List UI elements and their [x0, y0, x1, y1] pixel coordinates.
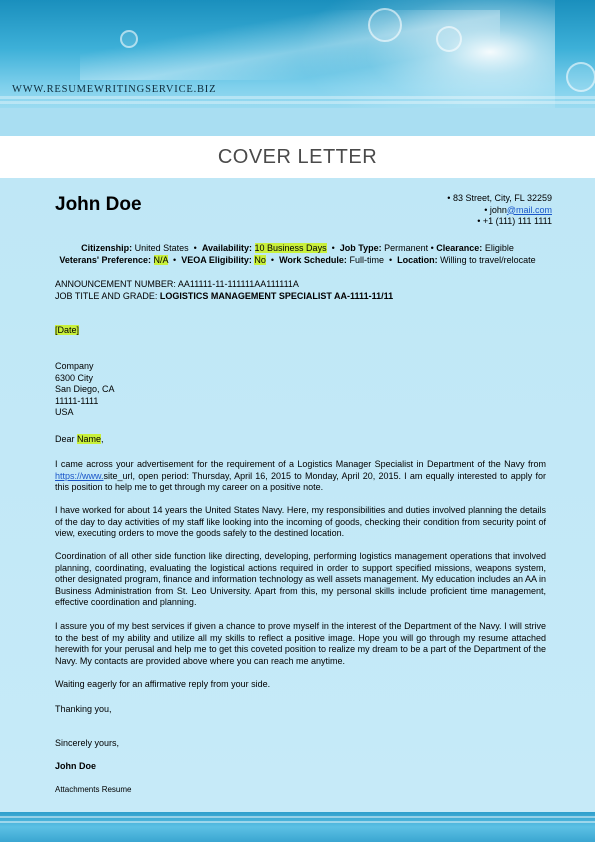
contact-email: • john@mail.com: [484, 204, 552, 215]
attachments-line: Attachments Resume: [55, 785, 132, 794]
signature-name: John Doe: [55, 761, 97, 771]
salutation: Dear Name,: [55, 434, 104, 444]
info-line-1: Citizenship: United States • Availability: 10 Business Days • Job Type: Permanent • Clearance: Eligible: [81, 243, 514, 253]
footer-stripe: [0, 821, 595, 823]
recipient-country: USA: [55, 407, 74, 418]
banner-bubble: [120, 30, 138, 48]
email-link[interactable]: @mail.com: [506, 204, 552, 215]
banner-stripe: [0, 96, 595, 99]
document-title: COVER LETTER: [217, 145, 378, 168]
recipient-city: San Diego, CA: [55, 384, 115, 395]
thanks-line: Thanking you,: [55, 704, 112, 714]
sincerely-line: Sincerely yours,: [55, 738, 120, 748]
salutation-name: Name: [77, 434, 102, 444]
contact-phone: • +1 (111) 111 1111: [477, 216, 552, 226]
date-line: [55, 325, 546, 337]
job-title-grade: JOB TITLE AND GRADE: LOGISTICS MANAGEMENT SPECIALIST AA-1111-11/11: [55, 290, 394, 301]
header-band: [0, 108, 595, 136]
paragraph-3: Coordination of all other side function like directing, developing, performing logistics management operations that involved planning, coordinating, evaluating the logistical actions required in order to support specified missions, weapons system, other designated program, finance and information technology as well assets management. My education includes an AA in Business Administration from St. Leo University. Apart from this, my personal skills include proficient time management, effective coordination and planning.: [55, 551, 546, 608]
info-line-2: Veterans' Preference: N/A • VEOA Eligibility: No • Work Schedule: Full-time • Location: Willing to travel/relocate: [59, 255, 536, 265]
veoa-value: No: [254, 255, 266, 265]
site-url: WWW.RESUMEWRITINGSERVICE.BIZ: [12, 84, 217, 95]
date-placeholder: [Date]: [55, 325, 80, 335]
applicant-name: John Doe: [55, 194, 142, 215]
letter-background: [0, 178, 595, 812]
banner-bubble: [368, 8, 402, 42]
banner-light-burst: [295, 0, 555, 108]
paragraph-2: I have worked for about 14 years the United States Navy. Here, my responsibilities and duties involved planning the details of the day to day activities of my staff like looking into the incoming of goods, checking their condition from security point of view, executing orders to move the goods safely to the destined location.: [55, 505, 546, 539]
paragraph-1: I came across your advertisement for the requirement of a Logistics Manager Specialist in Department of the Navy from https://www.site_url, open period: Thursday, April 16, 2015 to Monday, April 20, 2015. I am equally interested to apply for this position to help me to get through my career on a positive note.: [55, 459, 546, 493]
recipient-street: 6300 City: [55, 372, 94, 383]
banner-stripe: [0, 101, 595, 104]
contact-block: [447, 193, 552, 228]
paragraph-4: I assure you of my best services if given a chance to prove myself in the interest of the Department of the Navy. I will strive to the best of my ability and utilize all my skills to reflect a positive image. Hope you will go through my resume attached herewith for your perusal and help me to get this coveted position to realize my dream to be a part of the Department of the Navy. My contacts are provided above where you can reach me anytime.: [55, 621, 546, 666]
recipient-address: [55, 361, 546, 419]
contact-address: • 83 Street, City, FL 32259: [447, 193, 552, 203]
banner-bubble: [566, 62, 595, 92]
footer-banner: [0, 812, 595, 842]
announcement-block: [55, 279, 546, 302]
banner-bubble: [436, 26, 462, 52]
header-banner: [0, 0, 595, 108]
footer-stripe: [0, 816, 595, 818]
announcement-number: ANNOUNCEMENT NUMBER: AA11111-11-111111AA111111A: [55, 279, 299, 289]
paragraph-5: Waiting eagerly for an affirmative reply from your side.: [55, 679, 271, 689]
recipient-zip: 11111-1111: [55, 395, 99, 406]
recipient-company: Company: [55, 361, 94, 371]
site-link[interactable]: https://www.: [55, 470, 104, 481]
veterans-value: N/A: [153, 255, 169, 265]
availability-value: 10 Business Days: [254, 243, 327, 253]
title-bar: [0, 136, 595, 178]
